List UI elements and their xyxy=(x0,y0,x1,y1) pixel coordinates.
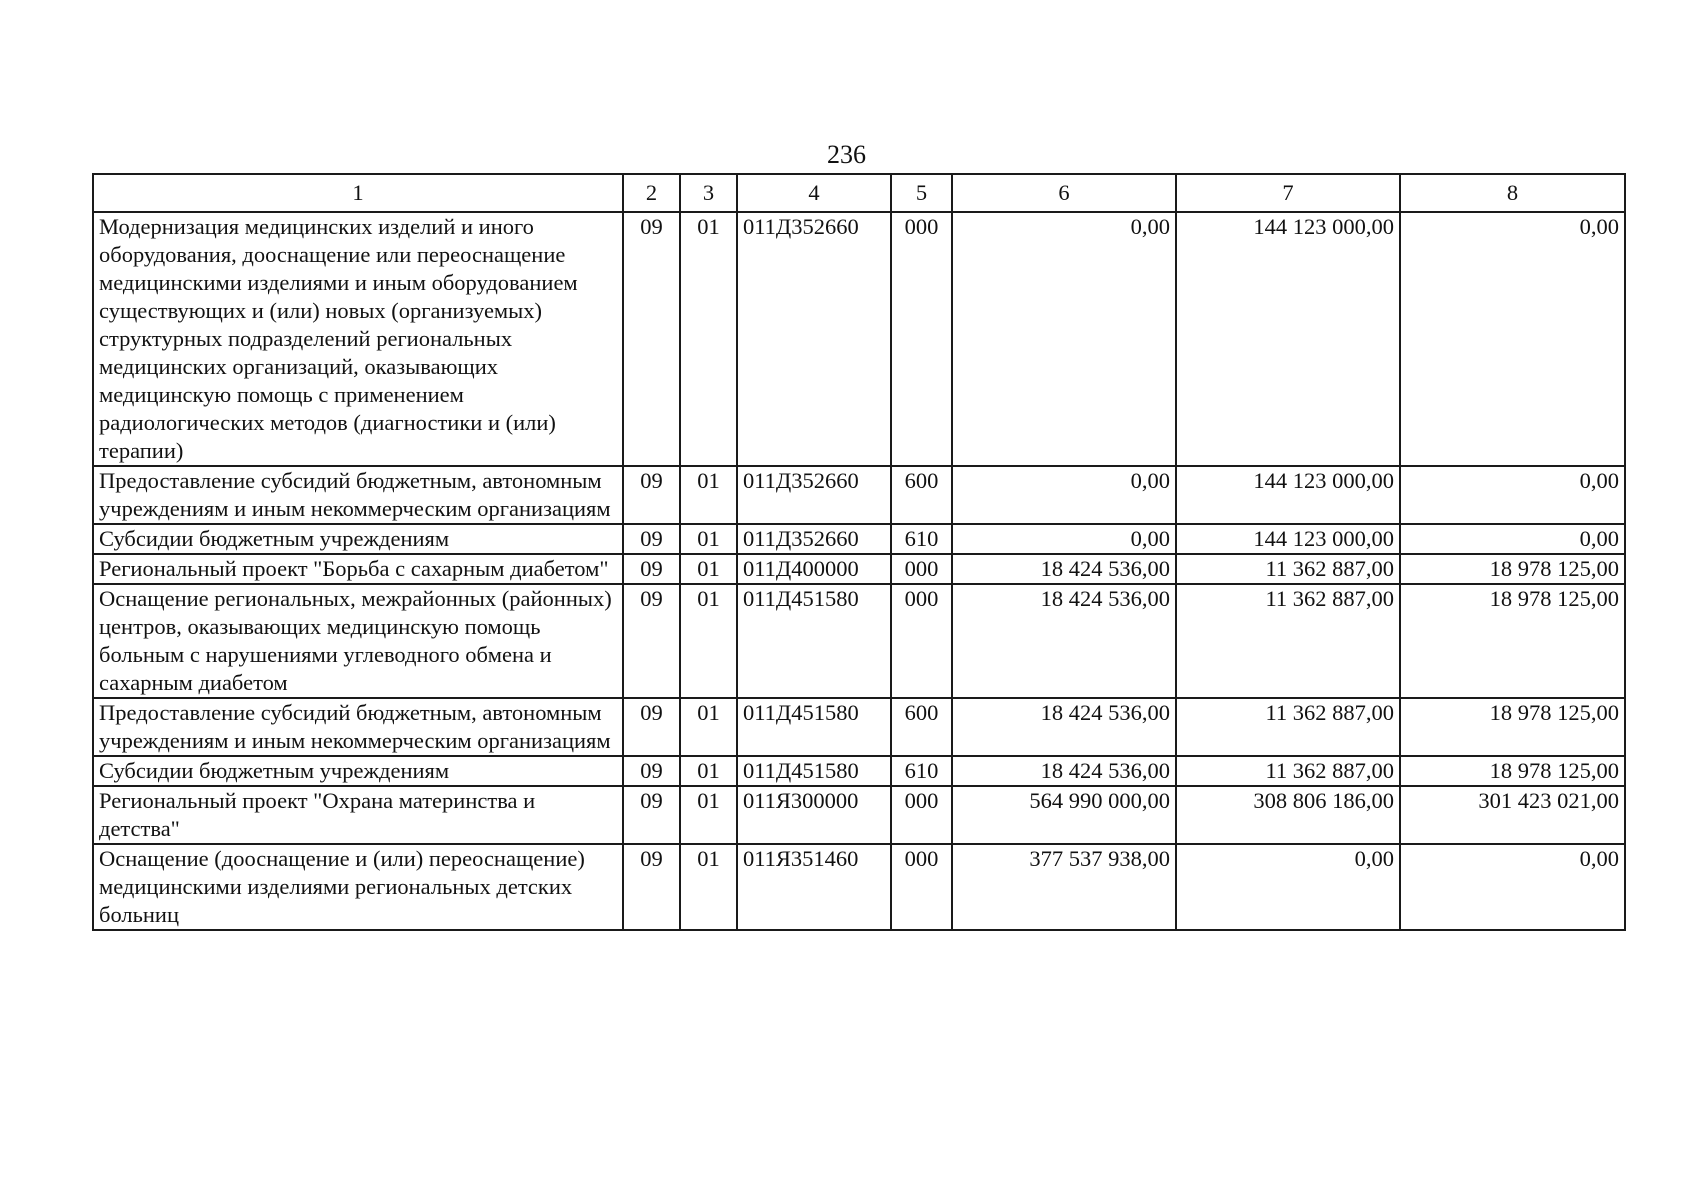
expense-type-code: 600 xyxy=(891,466,952,524)
table-row xyxy=(93,524,1625,554)
amount-col6: 564 990 000,00 xyxy=(952,786,1176,844)
amount-col8: 0,00 xyxy=(1400,844,1625,930)
expense-type-code: 000 xyxy=(891,844,952,930)
section-code: 09 xyxy=(623,844,680,930)
amount-col8: 18 978 125,00 xyxy=(1400,698,1625,756)
subsection-code: 01 xyxy=(680,524,737,554)
table-row xyxy=(93,698,1625,756)
amount-col8: 301 423 021,00 xyxy=(1400,786,1625,844)
subsection-code: 01 xyxy=(680,844,737,930)
row-name: Предоставление субсидий бюджетным, автономным учреждениям и иным некоммерческим организациям xyxy=(93,466,623,524)
target-article-code: 011Я351460 xyxy=(737,844,891,930)
amount-col6: 377 537 938,00 xyxy=(952,844,1176,930)
column-header: 5 xyxy=(891,174,952,212)
row-name: Субсидии бюджетным учреждениям xyxy=(93,756,623,786)
amount-col7: 144 123 000,00 xyxy=(1176,212,1400,466)
amount-col6: 0,00 xyxy=(952,524,1176,554)
column-header: 8 xyxy=(1400,174,1625,212)
column-header: 3 xyxy=(680,174,737,212)
row-name: Модернизация медицинских изделий и иного оборудования, дооснащение или переоснащение медицинскими изделиями и иным оборудованием существующих и (или) новых (организуемых) структурных подразделений региональных медицинских организаций, оказывающих медицинскую помощь с применением радиологических методов (диагностики и (или) терапии) xyxy=(93,212,623,466)
table-row xyxy=(93,466,1625,524)
amount-col6: 0,00 xyxy=(952,212,1176,466)
target-article-code: 011Д400000 xyxy=(737,554,891,584)
row-name: Субсидии бюджетным учреждениям xyxy=(93,524,623,554)
section-code: 09 xyxy=(623,698,680,756)
subsection-code: 01 xyxy=(680,786,737,844)
amount-col7: 11 362 887,00 xyxy=(1176,584,1400,698)
amount-col6: 18 424 536,00 xyxy=(952,698,1176,756)
subsection-code: 01 xyxy=(680,756,737,786)
row-name: Оснащение (дооснащение и (или) переоснащение) медицинскими изделиями региональных детских больниц xyxy=(93,844,623,930)
amount-col6: 18 424 536,00 xyxy=(952,756,1176,786)
subsection-code: 01 xyxy=(680,584,737,698)
amount-col7: 144 123 000,00 xyxy=(1176,524,1400,554)
column-header: 2 xyxy=(623,174,680,212)
section-code: 09 xyxy=(623,786,680,844)
amount-col7: 11 362 887,00 xyxy=(1176,554,1400,584)
section-code: 09 xyxy=(623,554,680,584)
target-article-code: 011Д451580 xyxy=(737,756,891,786)
target-article-code: 011Д352660 xyxy=(737,212,891,466)
amount-col8: 18 978 125,00 xyxy=(1400,756,1625,786)
amount-col7: 0,00 xyxy=(1176,844,1400,930)
expense-type-code: 000 xyxy=(891,554,952,584)
target-article-code: 011Д451580 xyxy=(737,698,891,756)
table-row xyxy=(93,584,1625,698)
amount-col8: 18 978 125,00 xyxy=(1400,584,1625,698)
amount-col8: 0,00 xyxy=(1400,212,1625,466)
expense-type-code: 000 xyxy=(891,212,952,466)
amount-col8: 0,00 xyxy=(1400,466,1625,524)
table-row xyxy=(93,212,1625,466)
target-article-code: 011Д352660 xyxy=(737,524,891,554)
expense-type-code: 600 xyxy=(891,698,952,756)
amount-col6: 18 424 536,00 xyxy=(952,584,1176,698)
budget-table xyxy=(92,173,1626,931)
row-name: Оснащение региональных, межрайонных (районных) центров, оказывающих медицинскую помощь больным с нарушениями углеводного обмена и сахарным диабетом xyxy=(93,584,623,698)
row-name: Предоставление субсидий бюджетным, автономным учреждениям и иным некоммерческим организациям xyxy=(93,698,623,756)
target-article-code: 011Я300000 xyxy=(737,786,891,844)
subsection-code: 01 xyxy=(680,554,737,584)
column-header: 7 xyxy=(1176,174,1400,212)
section-code: 09 xyxy=(623,756,680,786)
target-article-code: 011Д352660 xyxy=(737,466,891,524)
table-row xyxy=(93,786,1625,844)
target-article-code: 011Д451580 xyxy=(737,584,891,698)
amount-col8: 0,00 xyxy=(1400,524,1625,554)
table-row xyxy=(93,554,1625,584)
column-header: 6 xyxy=(952,174,1176,212)
table-row xyxy=(93,756,1625,786)
table-header-row xyxy=(93,174,1625,212)
amount-col6: 0,00 xyxy=(952,466,1176,524)
section-code: 09 xyxy=(623,466,680,524)
page-number: 236 xyxy=(827,140,866,169)
amount-col7: 11 362 887,00 xyxy=(1176,756,1400,786)
expense-type-code: 610 xyxy=(891,524,952,554)
column-header: 1 xyxy=(93,174,623,212)
expense-type-code: 000 xyxy=(891,584,952,698)
subsection-code: 01 xyxy=(680,698,737,756)
expense-type-code: 000 xyxy=(891,786,952,844)
amount-col7: 11 362 887,00 xyxy=(1176,698,1400,756)
section-code: 09 xyxy=(623,212,680,466)
subsection-code: 01 xyxy=(680,212,737,466)
row-name: Региональный проект "Охрана материнства и детства" xyxy=(93,786,623,844)
amount-col7: 144 123 000,00 xyxy=(1176,466,1400,524)
amount-col7: 308 806 186,00 xyxy=(1176,786,1400,844)
section-code: 09 xyxy=(623,584,680,698)
row-name: Региональный проект "Борьба с сахарным диабетом" xyxy=(93,554,623,584)
expense-type-code: 610 xyxy=(891,756,952,786)
amount-col8: 18 978 125,00 xyxy=(1400,554,1625,584)
table-row xyxy=(93,844,1625,930)
amount-col6: 18 424 536,00 xyxy=(952,554,1176,584)
column-header: 4 xyxy=(737,174,891,212)
subsection-code: 01 xyxy=(680,466,737,524)
section-code: 09 xyxy=(623,524,680,554)
